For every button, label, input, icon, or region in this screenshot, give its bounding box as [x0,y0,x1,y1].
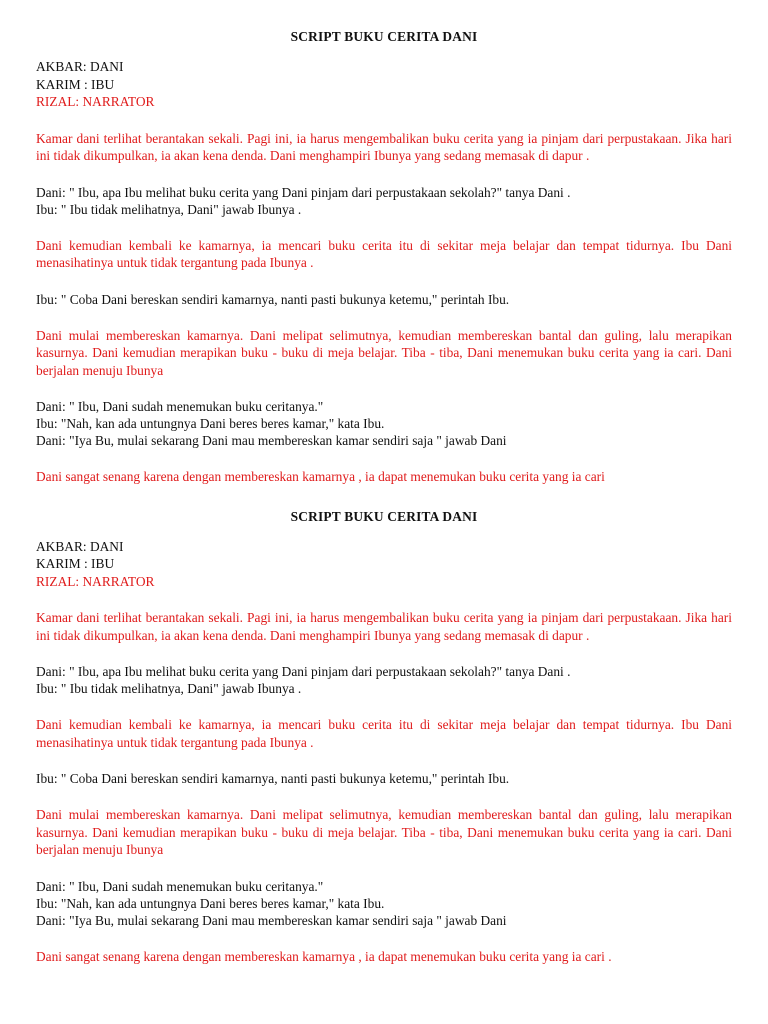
cast-karim: KARIM : IBU [36,556,115,571]
dialogue-line: Ibu: "Nah, kan ada untungnya Dani beres beres kamar," kata Ibu. [36,416,385,431]
dialogue-group [36,663,732,697]
dialogue-line: Dani: " Ibu, apa Ibu melihat buku cerita yang Dani pinjam dari perpustakaan sekolah?" tanya Dani . [36,664,571,679]
dialogue-line: Ibu: "Nah, kan ada untungnya Dani beres beres kamar," kata Ibu. [36,895,385,911]
narration-paragraph: Dani mulai membereskan kamarnya. Dani melipat selimutnya, kemudian membereskan bantal dan guling, lalu merapikan kasurnya. Dani kemudian merapikan buku - buku di meja belajar. Tiba - tiba, Dani menemukan buku cerita yang ia cari. Dani berjalan menuju Ibunya [36,807,732,857]
script-block-1 [36,28,732,486]
dialogue-group [36,184,732,218]
dialogue-line: Ibu: " Coba Dani bereskan sendiri kamarnya, nanti pasti bukunya ketemu," perintah Ibu. [36,771,510,786]
script-title: SCRIPT BUKU CERITA DANI [290,508,478,524]
closing-narration: Dani sangat senang karena dengan membereskan kamarnya , ia dapat menemukan buku cerita yang ia cari . [36,948,612,964]
dialogue-line: Ibu: " Ibu tidak melihatnya, Dani" jawab Ibunya . [36,201,302,217]
script-block-2 [36,508,732,966]
dialogue-group [36,398,732,449]
cast-akbar: AKBAR: DANI [36,538,124,554]
dialogue-group [36,291,732,308]
dialogue-line: Ibu: " Ibu tidak melihatnya, Dani" jawab Ibunya . [36,681,302,696]
cast-akbar: AKBAR: DANI [36,59,124,74]
narration-paragraph: Dani kemudian kembali ke kamarnya, ia mencari buku cerita itu di sekitar meja belajar dan tempat tidurnya. Ibu Dani menasihatinya untuk tidak tergantung pada Ibunya . [36,237,732,270]
cast-karim: KARIM : IBU [36,76,115,92]
dialogue-line: Dani: " Ibu, Dani sudah menemukan buku ceritanya." [36,878,324,894]
script-title: SCRIPT BUKU CERITA DANI [290,29,478,44]
narration-paragraph: Kamar dani terlihat berantakan sekali. Pagi ini, ia harus mengembalikan buku cerita yang ia pinjam dari perpustakaan. Jika hari ini tidak dikumpulkan, ia akan kena denda. Dani menghampiri Ibunya yang sedang memasak di dapur . [36,610,732,643]
cast-rizal: RIZAL: NARRATOR [36,94,155,109]
dialogue-line: Ibu: " Coba Dani bereskan sendiri kamarnya, nanti pasti bukunya ketemu," perintah Ibu. [36,291,510,307]
closing-narration: Dani sangat senang karena dengan membereskan kamarnya , ia dapat menemukan buku cerita yang ia cari [36,469,605,484]
cast-list [36,58,732,111]
narration-paragraph: Kamar dani terlihat berantakan sekali. Pagi ini, ia harus mengembalikan buku cerita yang ia pinjam dari perpustakaan. Jika hari ini tidak dikumpulkan, ia akan kena denda. Dani menghampiri Ibunya yang sedang memasak di dapur . [36,130,732,163]
dialogue-line: Dani: "Iya Bu, mulai sekarang Dani mau membereskan kamar sendiri saja " jawab Dani [36,433,507,448]
narration-paragraph: Dani kemudian kembali ke kamarnya, ia mencari buku cerita itu di sekitar meja belajar dan tempat tidurnya. Ibu Dani menasihatinya untuk tidak tergantung pada Ibunya . [36,717,732,750]
cast-rizal: RIZAL: NARRATOR [36,573,155,589]
dialogue-line: Dani: " Ibu, apa Ibu melihat buku cerita yang Dani pinjam dari perpustakaan sekolah?" tanya Dani . [36,184,571,200]
dialogue-group [36,878,732,929]
narration-paragraph: Dani mulai membereskan kamarnya. Dani melipat selimutnya, kemudian membereskan bantal dan guling, lalu merapikan kasurnya. Dani kemudian merapikan buku - buku di meja belajar. Tiba - tiba, Dani menemukan buku cerita yang ia cari. Dani berjalan menuju Ibunya [36,327,732,378]
dialogue-line: Dani: "Iya Bu, mulai sekarang Dani mau membereskan kamar sendiri saja " jawab Dani [36,912,507,928]
dialogue-group [36,770,732,787]
cast-list [36,538,732,591]
dialogue-line: Dani: " Ibu, Dani sudah menemukan buku ceritanya." [36,399,324,414]
